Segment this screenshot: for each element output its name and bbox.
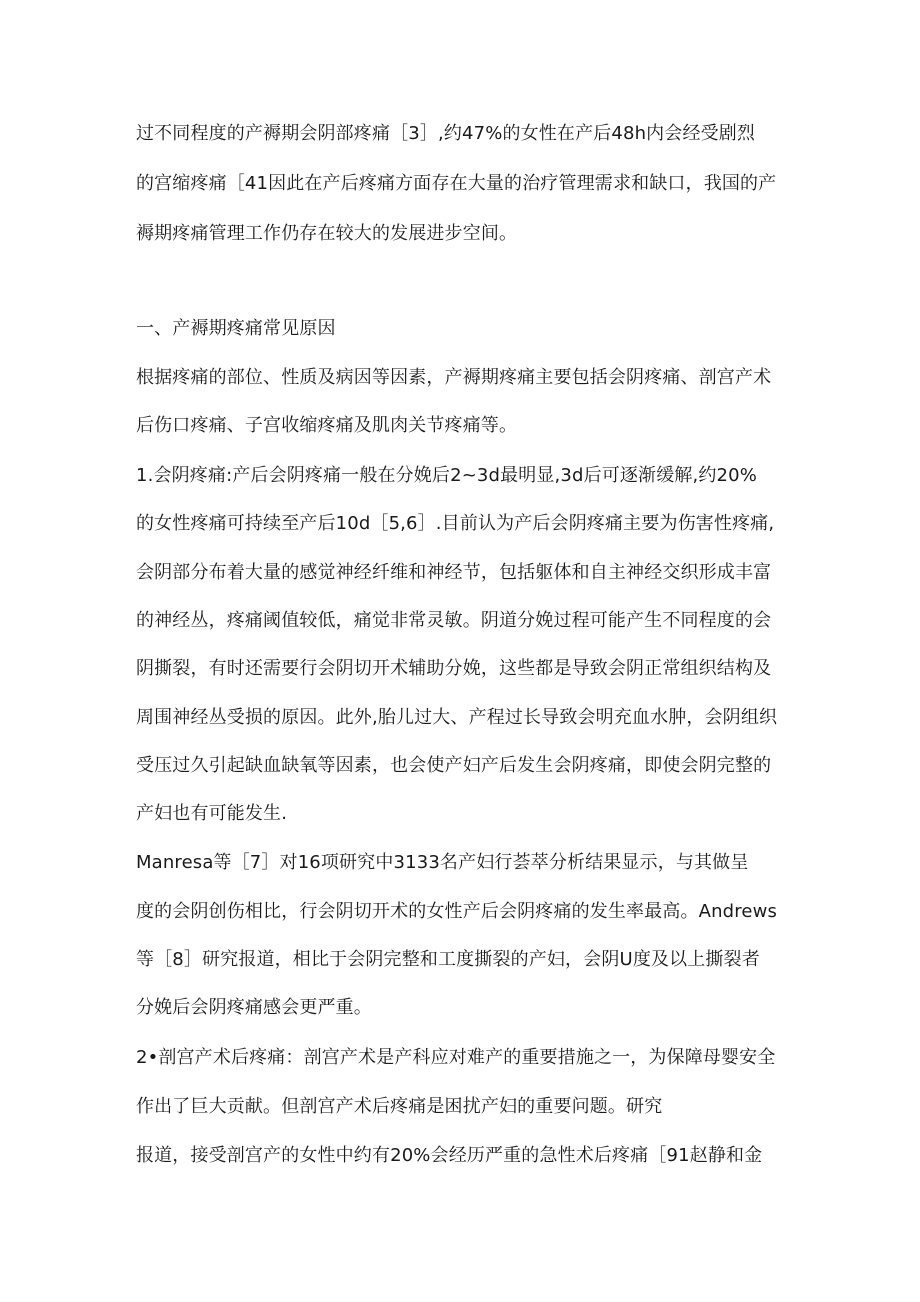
text-line: 会阴部分布着大量的感觉神经纤维和神经节，包括躯体和自主神经交织形成丰富 (136, 562, 772, 583)
text-line: 报道，接受剖宫产的女性中约有20%会经历严重的急性术后疼痛［91赵静和金 (136, 1145, 763, 1166)
text-line: 分娩后会阴疼痛感会更严重。 (136, 997, 372, 1018)
text-line: 的女性疼痛可持续至产后10d［5,6］.目前认为产后会阴疼痛主要为伤害性疼痛, (136, 513, 775, 534)
text-line: 根据疼痛的部位、性质及病因等因素，产褥期疼痛主要包括会阴疼痛、剖宫产术 (136, 367, 772, 388)
text-line: 1.会阴疼痛:产后会阴疼痛一般在分娩后2~3d最明显,3d后可逐渐缓解,约20% (136, 465, 757, 486)
text-line: 后伤口疼痛、子宫收缩疼痛及肌肉关节疼痛等。 (136, 415, 518, 436)
text-line: 产妇也有可能发生. (136, 803, 288, 824)
text-line: 的宫缩疼痛［41因此在产后疼痛方面存在大量的治疗管理需求和缺口，我国的产 (136, 173, 777, 194)
text-line: 的神经丛，疼痛阈值较低，痛觉非常灵敏。阴道分娩过程可能产生不同程度的会 (136, 610, 772, 631)
text-line: 周围神经丛受损的原因。此外,胎儿过大、产程过长导致会明充血水肿，会阴组织 (136, 707, 778, 728)
section-heading: 一、产褥期疼痛常见原因 (136, 318, 336, 339)
text-line: 2•剖宫产术后疼痛：剖宫产术是产科应对难产的重要措施之一，为保障母婴安全 (136, 1047, 776, 1068)
text-line: 过不同程度的产褥期会阴部疼痛［3］,约47%的女性在产后48h内会经受剧烈 (136, 123, 756, 144)
text-line: 等［8］研究报道，相比于会阴完整和工度撕裂的产妇，会阴U度及以上撕裂者 (136, 949, 760, 970)
text-line: 作出了巨大贡献。但剖宫产术后疼痛是困扰产妇的重要问题。研究 (136, 1096, 663, 1117)
text-line: 褥期疼痛管理工作仍存在较大的发展进步空间。 (136, 223, 518, 244)
text-line: 阴撕裂，有时还需要行会阴切开术辅助分娩，这些都是导致会阴正常组织结构及 (136, 658, 772, 679)
text-line: 受压过久引起缺血缺氧等因素，也会使产妇产后发生会阴疼痛，即使会阴完整的 (136, 755, 772, 776)
text-line: Manresa等［7］对16项研究中3133名产妇行荟萃分析结果显示，与其做呈 (136, 852, 749, 873)
text-line: 度的会阴创伤相比，行会阴切开术的女性产后会阴疼痛的发生率最高。Andrews (136, 901, 778, 922)
